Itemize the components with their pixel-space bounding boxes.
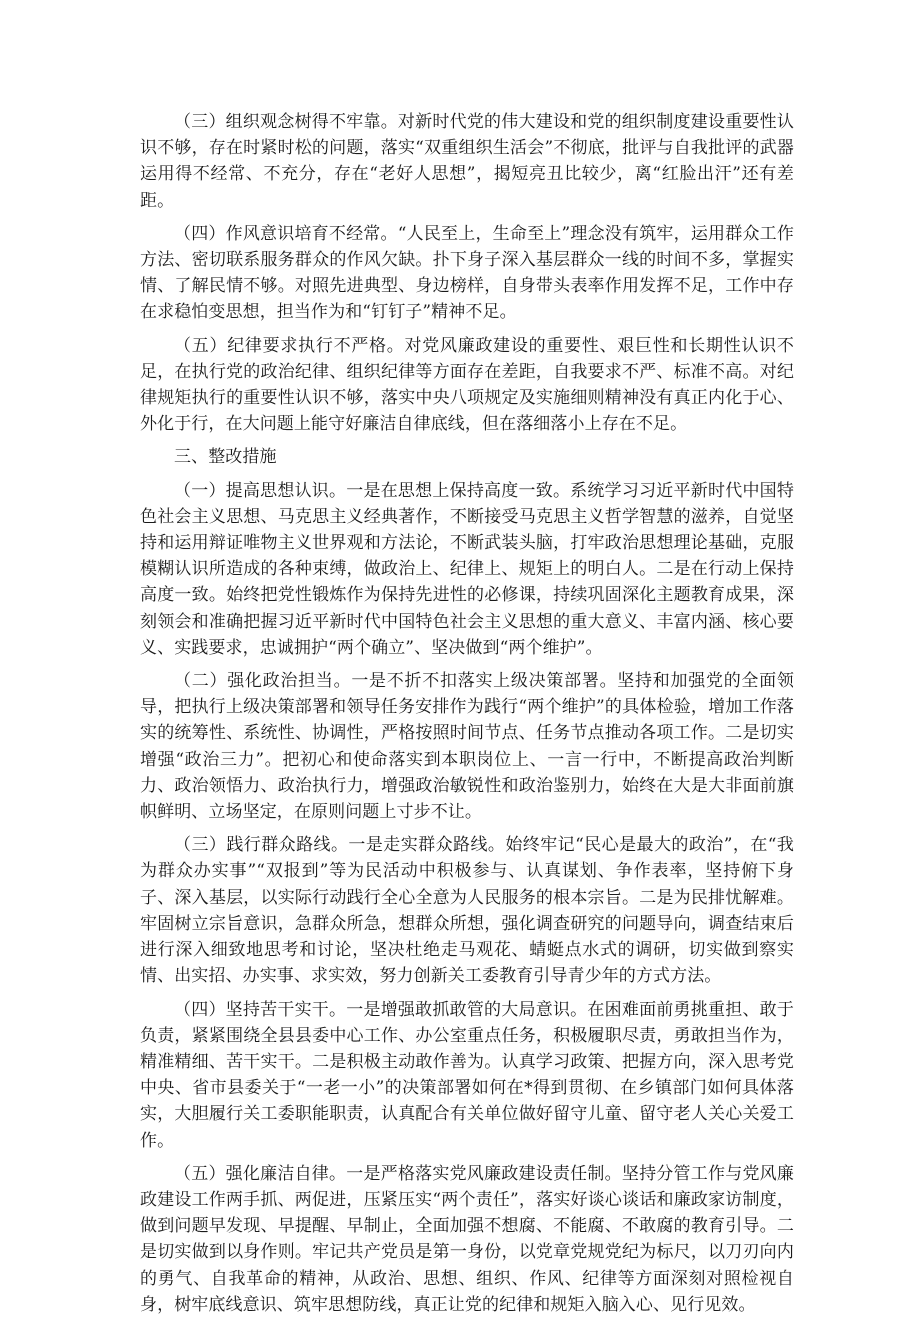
paragraph-mass-line: （三）践行群众路线。一是走实群众路线。始终牢记“民心是最大的政治”，在“我为群众办实事”“双报到”等为民活动中积极参与、认真谋划、争作表率，坚持俯下身子、深入基层，以实际行动践行全心全意为人民服务的根本宗旨。二是为民排忧解难。牢固树立宗旨意识，急群众所急，想群众所想，强化调查研究的问题导向，调查结束后进行深入细致地思考和讨论，坚决杜绝走马观花、蜻蜓点水式的调研，切实做到察实情、出实招、办实事、求实效，努力创新关工委教育引导青少年的方式方法。	[140, 835, 794, 987]
paragraph-work-style: （四）作风意识培育不经常。“人民至上，生命至上”理念没有筑牢，运用群众工作方法、密切联系服务群众的作风欠缺。扑下身子深入基层群众一线的时间不多，掌握实情、了解民情不够。对照先进典型、身边榜样，自身带头表率作用发挥不足，工作中存在求稳怕变思想，担当作为和“钉钉子”精神不足。	[140, 223, 794, 323]
section-heading-rectification: 三、整改措施	[174, 447, 277, 468]
paragraph-organization-concept: （三）组织观念树得不牢靠。对新时代党的伟大建设和党的组织制度建设重要性认识不够，存在时紧时松的问题，落实“双重组织生活会”不彻底，批评与自我批评的武器运用得不经常、不充分，存在“老好人思想”，揭短亮丑比较少，离“红脸出汗”还有差距。	[140, 112, 794, 211]
paragraph-hard-work: （四）坚持苦干实干。一是增强敢抓敢管的大局意识。在困难面前勇挑重担、敢于负责，紧紧围绕全县县委中心工作、办公室重点任务，积极履职尽责，勇敢担当作为，精准精细、苦干实干。二是积极主动敢作善为。认真学习政策、把握方向，深入思考党中央、省市县委关于“一老一小”的决策部署如何在*得到贯彻、在乡镇部门如何具体落实，大胆履行关工委职能职责，认真配合有关单位做好留守儿童、留守老人关心关爱工作。	[140, 999, 794, 1151]
paragraph-political-responsibility: （二）强化政治担当。一是不折不扣落实上级决策部署。坚持和加强党的全面领导，把执行上级决策部署和领导任务安排作为践行“两个维护”的具体检验，增加工作落实的统筹性、系统性、协调性，严格按照时间节点、任务节点推动各项工作。二是切实增强“政治三力”。把初心和使命落实到本职岗位上、一言一行中，不断提高政治判断力、政治领悟力、政治执行力，增强政治敏锐性和政治鉴别力，始终在大是大非面前旗帜鲜明、立场坚定，在原则问题上寸步不让。	[140, 671, 794, 823]
paragraph-integrity: （五）强化廉洁自律。一是严格落实党风廉政建设责任制。坚持分管工作与党风廉政建设工作两手抓、两促进，压紧压实“两个责任”，落实好谈心谈话和廉政家访制度，做到问题早发现、早提醒、早制止，全面加强不想腐、不能腐、不敢腐的教育引导。二是切实做到以身作则。牢记共产党员是第一身份，以党章党规党纪为标尺，以刀刃向内的勇气、自我革命的精神，从政治、思想、组织、作风、纪律等方面深刻对照检视自身，树牢底线意识、筑牢思想防线，真正让党的纪律和规矩入脑入心、见行见效。	[140, 1163, 794, 1315]
document-body	[140, 109, 794, 1325]
paragraph-ideology: （一）提高思想认识。一是在思想上保持高度一致。系统学习习近平新时代中国特色社会主义思想、马克思主义经典著作，不断接受马克思主义哲学智慧的滋养，自觉坚持和运用辩证唯物主义世界观和方法论，不断武装头脑，打牢政治思想理论基础，克服模糊认识所造成的各种束缚，做政治上、纪律上、规矩上的明白人。二是在行动上保持高度一致。始终把党性锻炼作为保持先进性的必修课，持续巩固深化主题教育成果，深刻领会和准确把握习近平新时代中国特色社会主义思想的重大意义、丰富内涵、核心要义、实践要求，忠诚拥护“两个确立”、坚决做到“两个维护”。	[140, 480, 794, 658]
paragraph-discipline: （五）纪律要求执行不严格。对党风廉政建设的重要性、艰巨性和长期性认识不足，在执行党的政治纪律、组织纪律等方面存在差距，自我要求不严、标准不高。对纪律规矩执行的重要性认识不够，落实中央八项规定及实施细则精神没有真正内化于心、外化于行，在大问题上能守好廉洁自律底线，但在落细落小上存在不足。	[140, 335, 794, 435]
